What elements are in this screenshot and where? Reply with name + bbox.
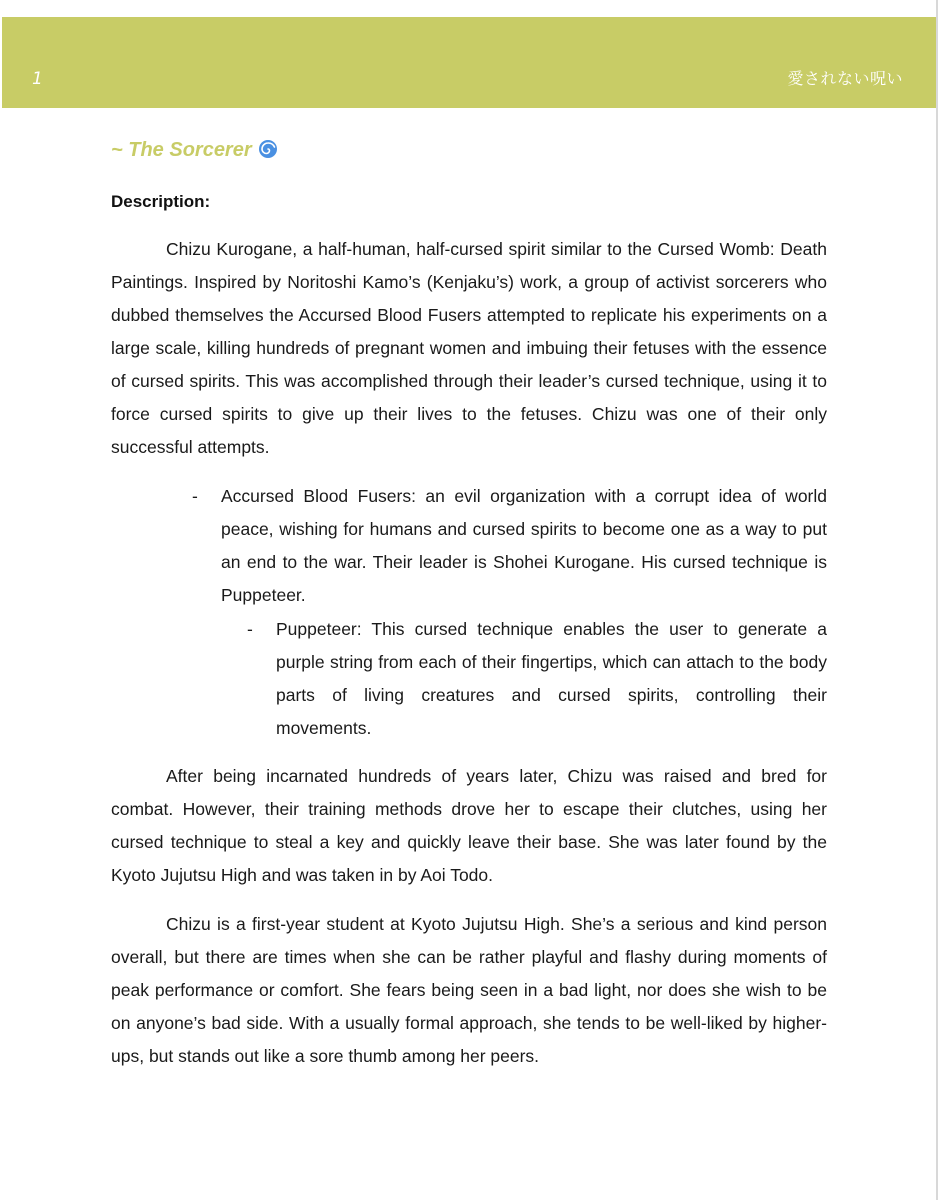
paragraph-origin: Chizu Kurogane, a half-human, half-cursed spirit similar to the Cursed Womb: Death Paintings. Inspired by Noritoshi Kamo’s (Kenjaku’s) work, a group of activist sorcerers who dubbed themselves the Accursed Blood Fusers attempted to replicate his experiments on a large scale, killing hundreds of pregnant women and imbuing their fetuses with the essence of cursed spirits. This was accomplished through their leader’s cursed technique, using it to force cursed spirits to give up their lives to the fetuses. Chizu was one of their only successful attempts. (111, 239, 827, 457)
paragraph-escape: After being incarnated hundreds of years later, Chizu was raised and bred for combat. However, their training methods drove her to escape their clutches, using her cursed technique to steal a key and quickly leave their base. She was later found by the Kyoto Jujutsu High and was taken in by Aoi Todo. (111, 766, 827, 885)
header-band (2, 17, 936, 108)
bullet-marker: - (192, 486, 198, 506)
sub-bullet-puppeteer: Puppeteer: This cursed technique enables the user to generate a purple string from each of their fingertips, which can attach to the body parts of living creatures and cursed spirits, controlling their movements. (276, 619, 827, 738)
cyclone-swirl-icon (258, 139, 278, 159)
bullet-accursed-blood-fusers: Accursed Blood Fusers: an evil organization with a corrupt idea of world peace, wishing for humans and cursed spirits to become one as a way to put an end to the war. Their leader is Shohei Kurogane. His cursed technique is Puppeteer. (221, 486, 827, 605)
section-title-text: ~ The Sorcerer (111, 139, 252, 161)
paragraph-personality: Chizu is a first-year student at Kyoto Jujutsu High. She’s a serious and kind person overall, but there are times when she can be rather playful and flashy during moments of peak performance or comfort. She fears being seen in a bad light, nor does she wish to be on anyone’s bad side. With a usually formal approach, she tends to be well-liked by higher-ups, but stands out like a sore thumb among her peers. (111, 914, 827, 1066)
description-label: Description: (111, 192, 211, 211)
header-title: 愛されない呪い (787, 69, 903, 88)
page-number: 1 (32, 69, 43, 89)
section-title (111, 136, 278, 164)
sub-bullet-marker: - (247, 619, 253, 639)
